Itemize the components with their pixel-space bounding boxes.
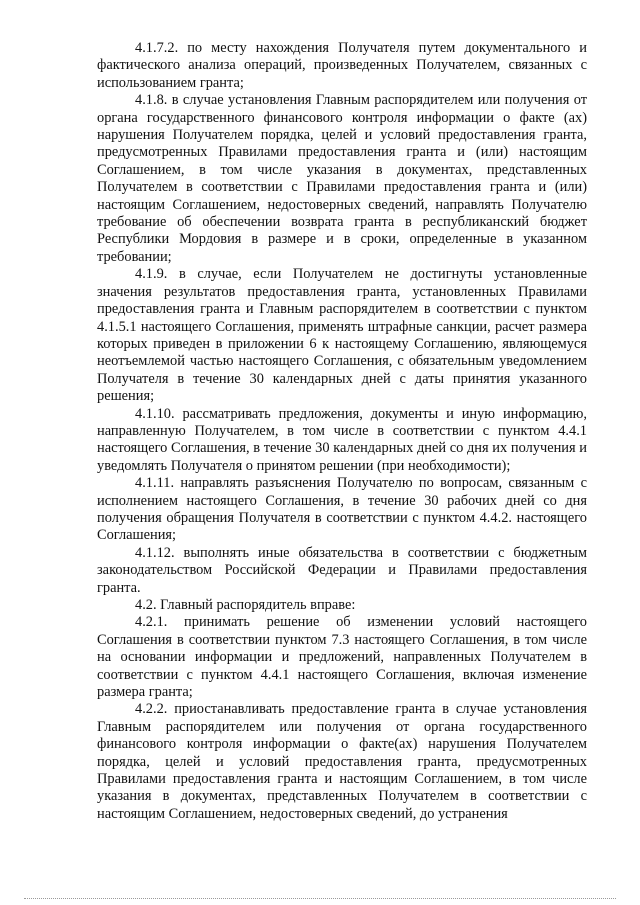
paragraph-4-1-9: 4.1.9. в случае, если Получателем не достигнуты установленные значения результатов предоставления гранта, установленных Правилами предоставления гранта и Главным распорядителем в соответствии с пунктом 4.1.5.1 настоящего Соглашения, применять штрафные санкции, расчет размера которых приведен в приложении 6 к настоящему Соглашению, являющемуся неотъемлемой частью настоящего Соглашения, с обязательным уведомлением Получателя в течение 30 календарных дней с даты принятия указанного решения; bbox=[97, 266, 587, 405]
paragraph-4-2: 4.2. Главный распорядитель вправе: bbox=[135, 597, 356, 613]
paragraph-4-1-10: 4.1.10. рассматривать предложения, документы и иную информацию, направленную Получателем, в том числе в соответствии с пунктом 4.4.1 настоящего Соглашения, в течение 30 календарных дней со дня их получения и уведомлять Получателя о принятом решении (при необходимости); bbox=[97, 405, 587, 474]
paragraph-4-1-8: 4.1.8. в случае установления Главным распорядителем или получения от органа государственного финансового контроля информации о факте (ах) нарушения Получателем порядка, целей и условий предоставления гранта, предусмотренных Правилами предоставления гранта и (или) настоящим Соглашением, в том числе указания в документах, представленных Получателем в соответствии с Правилами предоставления гранта и (или) настоящим Соглашением, недостоверных сведений, направлять Получателю требование об обеспечении возврата гранта в республиканский бюджет Республики Мордовия в размере и в сроки, определенные в указанном требовании; bbox=[97, 92, 587, 265]
page-bottom-divider bbox=[24, 898, 616, 899]
paragraph-4-1-12: 4.1.12. выполнять иные обязательства в соответствии с бюджетным законодательством Российской Федерации и Правилами предоставления гранта. bbox=[97, 544, 587, 596]
paragraph-4-1-7-2: 4.1.7.2. по месту нахождения Получателя путем документального и фактического анализа операций, произведенных Получателем, связанных с использованием гранта; bbox=[97, 40, 587, 91]
document-body bbox=[97, 40, 587, 823]
paragraph-4-2-2: 4.2.2. приостанавливать предоставление гранта в случае установления Главным распорядителем или получения от органа государственного финансового контроля информации о факте(ах) нарушения Получателем порядка, целей и условий предоставления гранта, предусмотренных Правилами предоставления гранта и настоящим Соглашением, в том числе указания в документах, представленных Получателем в соответствии с настоящим Соглашением, недостоверных сведений, до устранения bbox=[97, 701, 587, 822]
paragraph-4-1-11: 4.1.11. направлять разъяснения Получателю по вопросам, связанным с исполнением настоящего Соглашения, в течение 30 рабочих дней со дня получения обращения Получателя в соответствии с пунктом 4.4.2. настоящего Соглашения; bbox=[97, 475, 587, 544]
paragraph-4-2-1: 4.2.1. принимать решение об изменении условий настоящего Соглашения в соответствии пунктом 7.3 настоящего Соглашения, в том числе на основании информации и предложений, направленных Получателем в соответствии с пунктом 4.4.1 настоящего Соглашения, включая изменение размера гранта; bbox=[97, 614, 587, 701]
